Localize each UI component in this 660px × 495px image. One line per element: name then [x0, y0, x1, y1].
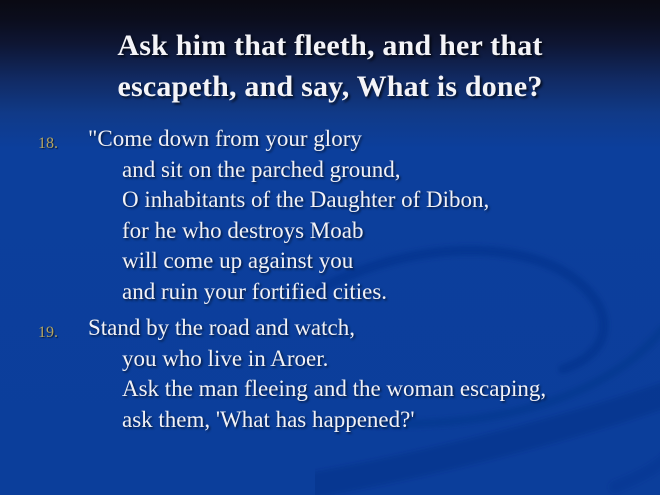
list-item-18 [0, 124, 660, 307]
verse-line: Stand by the road and watch, [88, 315, 355, 340]
slide-title [0, 0, 660, 107]
verse-list [0, 124, 660, 435]
item-number: 18. [38, 135, 58, 152]
verse-line: Ask the man fleeing and the woman escaping, [122, 376, 547, 401]
verse-line: and ruin your fortified cities. [122, 278, 388, 304]
verse-line: "Come down from your glory [88, 126, 362, 151]
verse-line: will come up against you [122, 248, 354, 273]
slide-title-line1: Ask him that fleeth, and her that [117, 29, 543, 62]
verse-line: and sit on the parched ground, [122, 156, 401, 182]
verse-line: ask them, 'What has happened?' [122, 406, 415, 432]
verse-line: for he who destroys Moab [122, 217, 364, 243]
slide-title-line2: escapeth, and say, What is done? [117, 70, 543, 103]
item-number: 19. [38, 324, 58, 341]
verse-line: you who live in Aroer. [122, 345, 329, 371]
list-item-19 [0, 313, 660, 435]
verse-line: O inhabitants of the Daughter of Dibon, [122, 187, 490, 212]
